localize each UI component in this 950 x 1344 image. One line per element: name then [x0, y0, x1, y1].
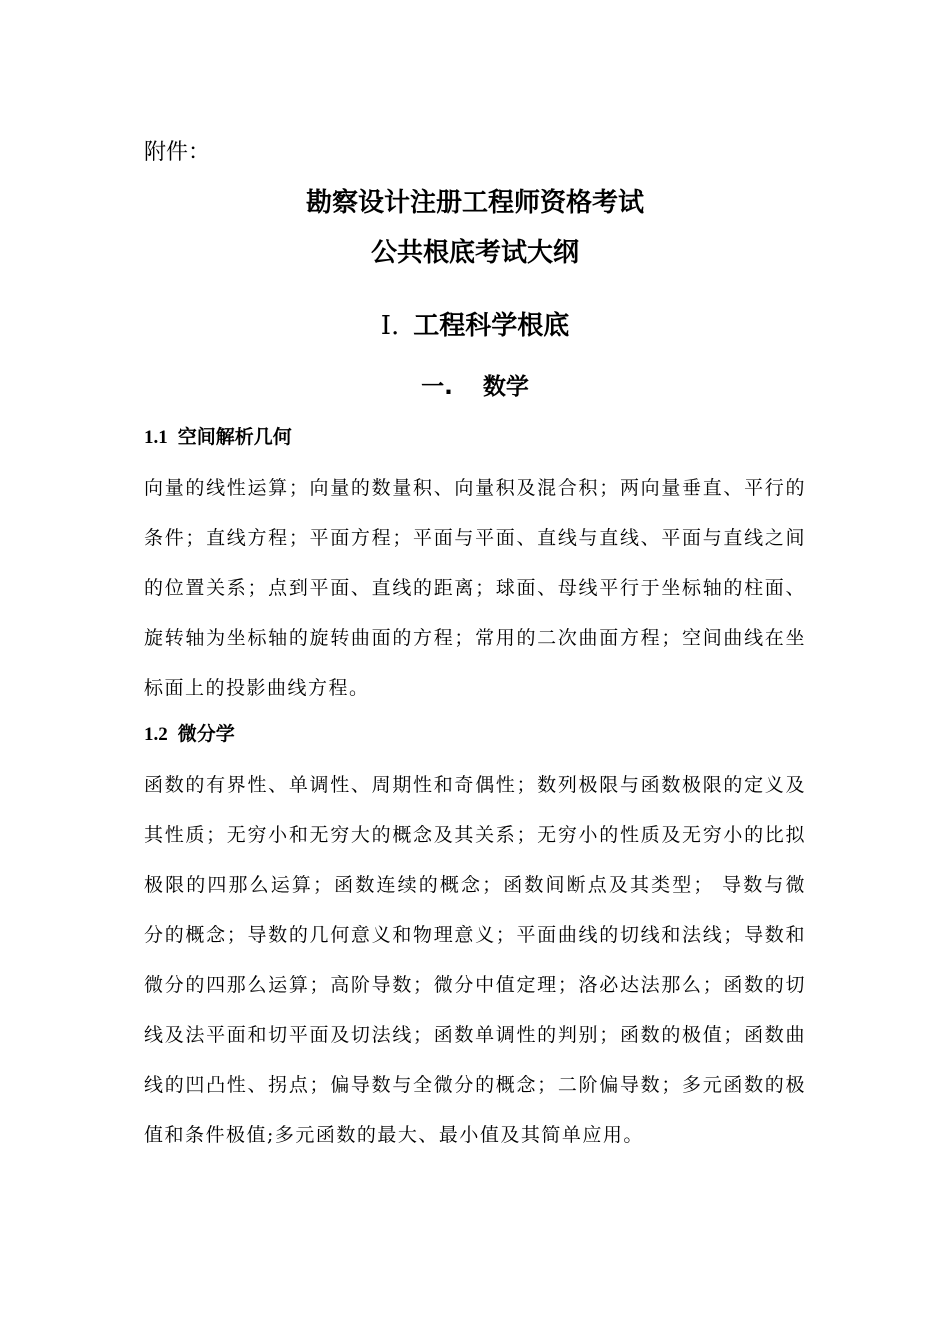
section-paragraph: 函数的有界性、单调性、周期性和奇偶性；数列极限与函数极限的定义及其性质；无穷小和无穷大的概念及其关系；无穷小的性质及无穷小的比拟极限的四那么运算；函数连续的概念；函数间断点及其类型； 导数与微分的概念；导数的几何意义和物理意义；平面曲线的切线和法线；导数和微分的四那么运算；高阶导数；微分中值定理；洛必达法那么；函数的切线及法平面和切平面及切法线；函数单调性的判别；函数的极值；函数曲线的凹凸性、拐点；偏导数与全微分的概念；二阶偏导数；多元函数的极值和条件极值;多元函数的最大、最小值及其简单应用。: [144, 774, 806, 1146]
part-heading: [0, 306, 950, 346]
section-number: 1.2: [144, 724, 168, 745]
section-number: 1.1: [144, 427, 168, 448]
document-title-line2: 公共根底考试大纲: [370, 238, 579, 268]
attachment-label: 附件：: [144, 140, 211, 165]
chapter-name: 数学: [482, 374, 529, 400]
document-title-line1: 勘察设计注册工程师资格考试: [305, 188, 644, 218]
part-name: 工程科学根底: [413, 311, 570, 341]
part-number: I.: [380, 311, 400, 341]
section-name: 空间解析几何: [177, 426, 292, 448]
chapter-number: 一.: [421, 374, 453, 400]
section-name: 微分学: [177, 723, 235, 745]
section-heading: [144, 721, 235, 748]
section-paragraph: 向量的线性运算；向量的数量积、向量积及混合积；两向量垂直、平行的条件；直线方程；平面方程；平面与平面、直线与直线、平面与直线之间的位置关系；点到平面、直线的距离；球面、母线平行于坐标轴的柱面、旋转轴为坐标轴的旋转曲面的方程；常用的二次曲面方程；空间曲线在坐标面上的投影曲线方程。: [144, 477, 806, 699]
section-heading: [144, 424, 292, 451]
chapter-heading: [0, 370, 950, 404]
